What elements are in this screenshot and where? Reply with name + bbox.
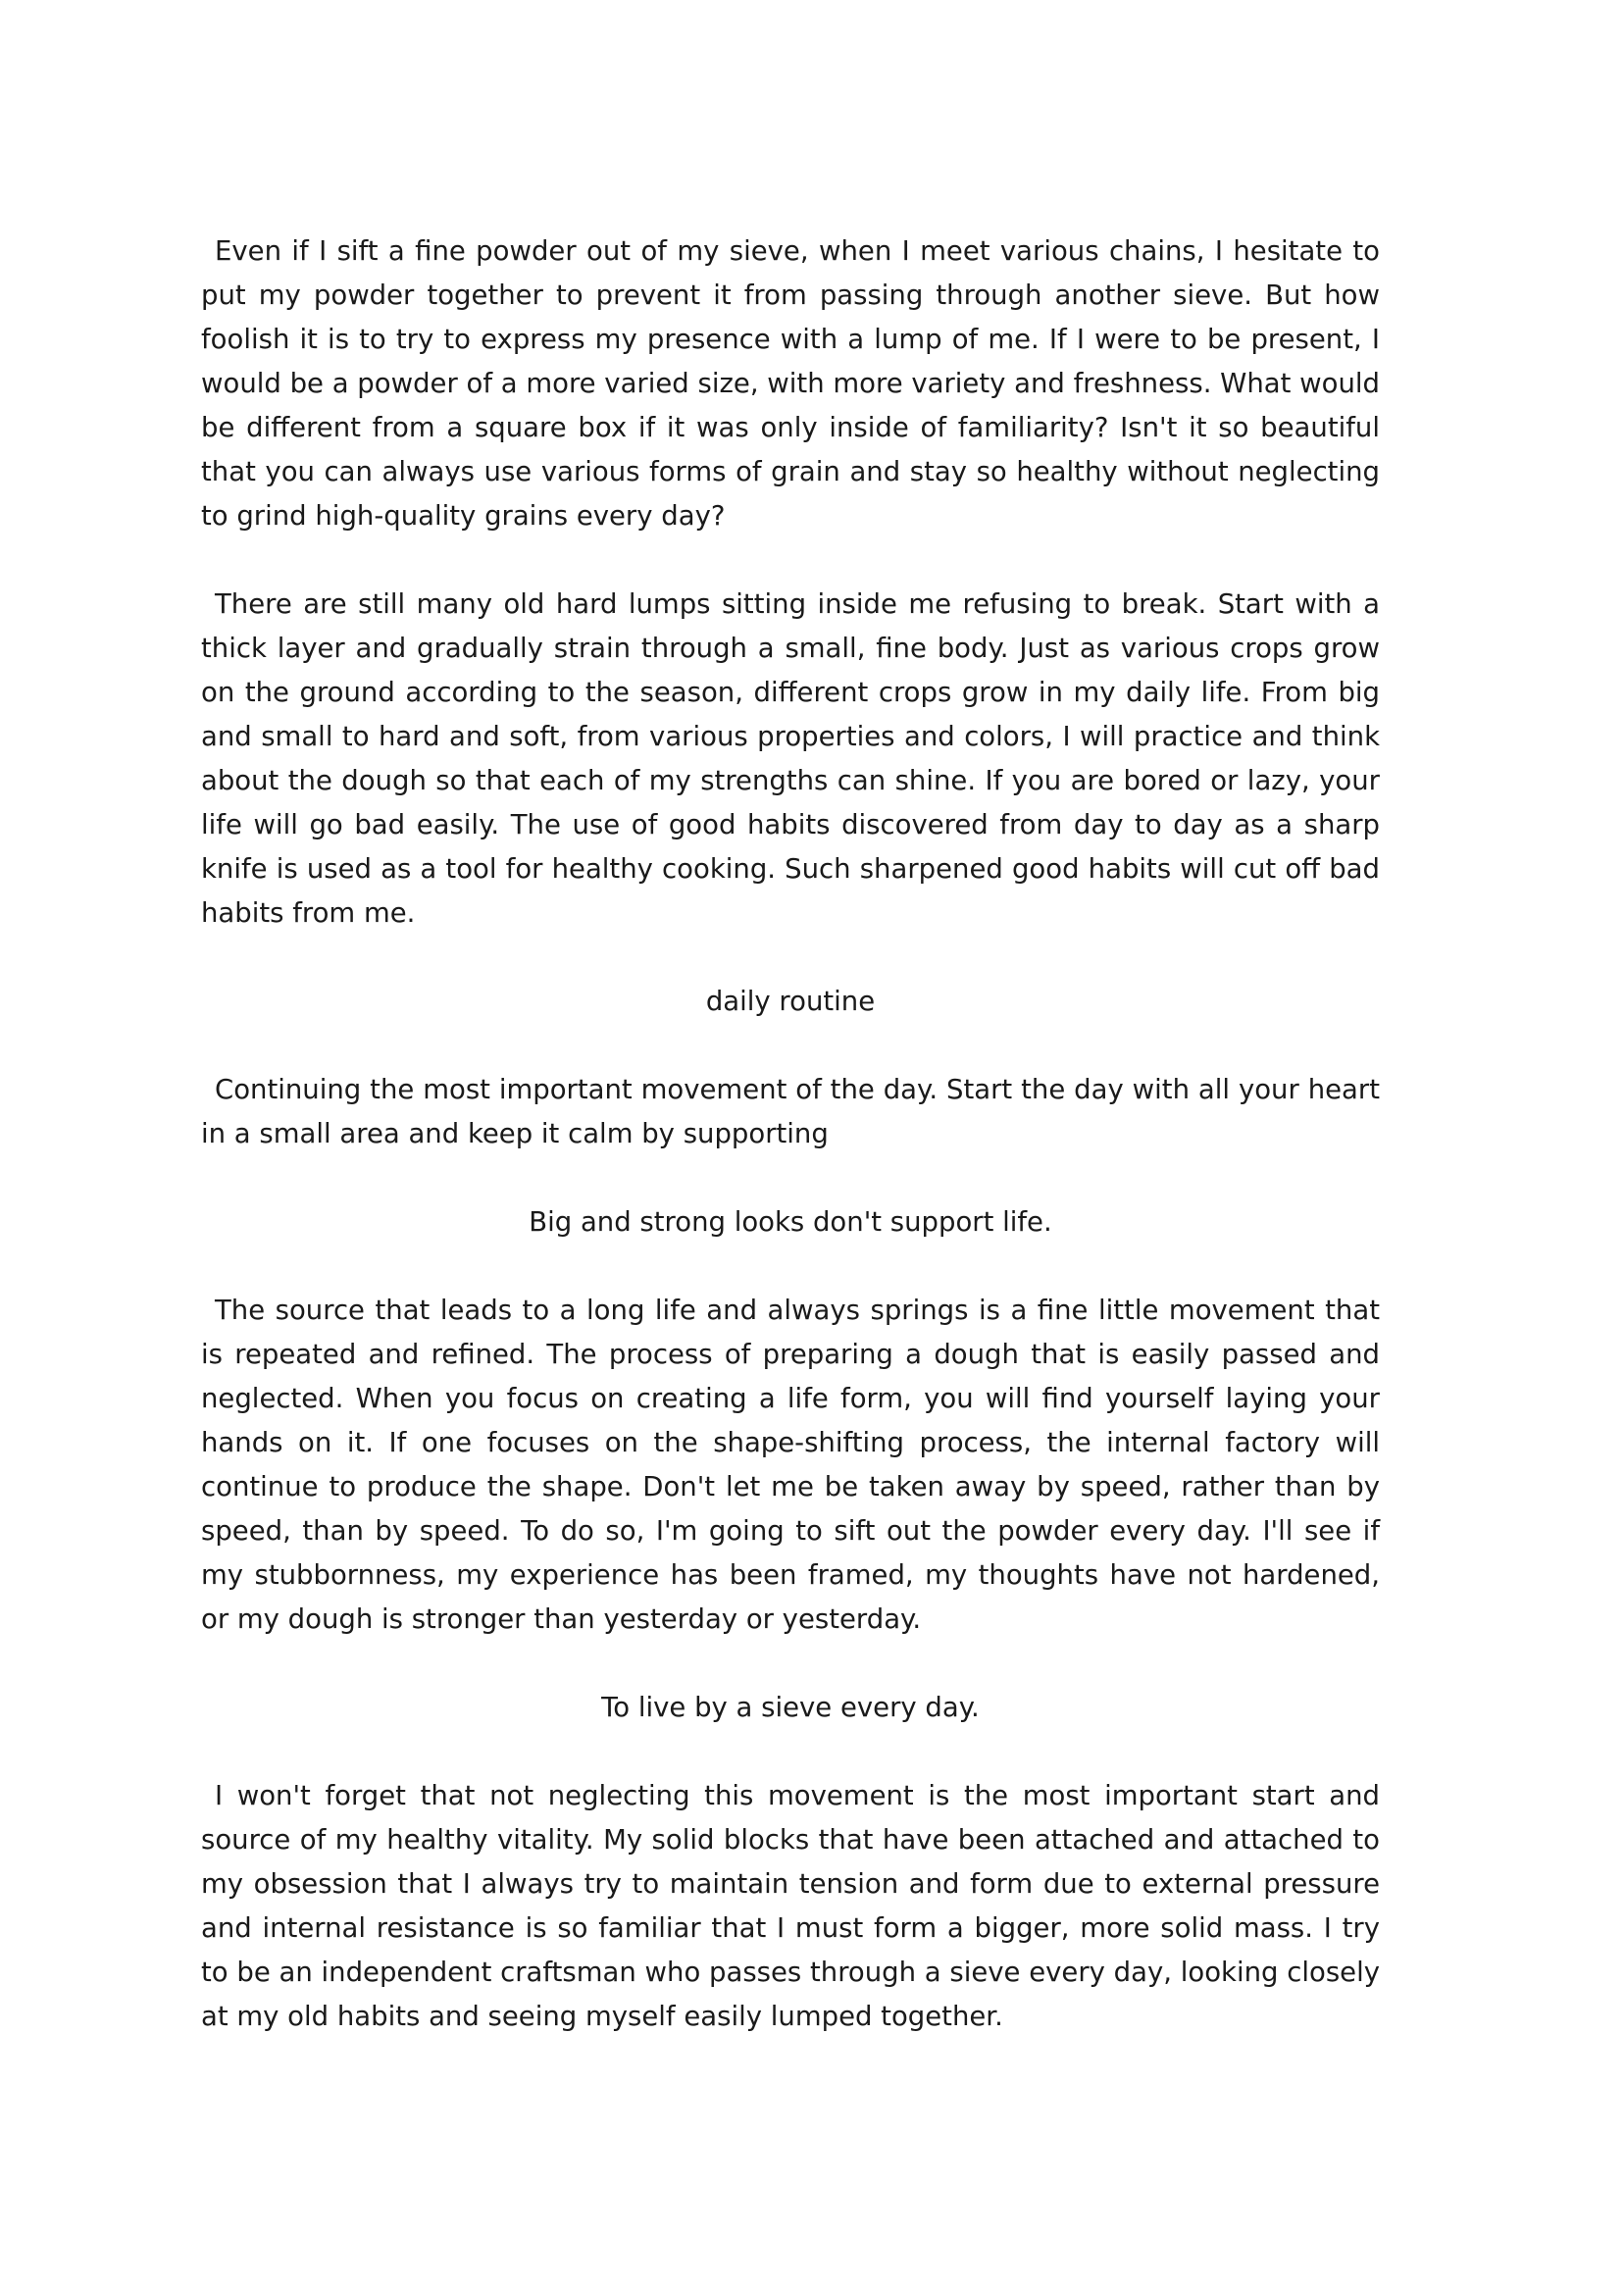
centered-line-live-by-sieve: To live by a sieve every day. <box>601 1692 980 1723</box>
paragraph-3: Continuing the most important movement of the day. Start the day with all your heart in a small area and keep it calm by supporting <box>201 1074 1380 1149</box>
centered-line-big-and-strong: Big and strong looks don't support life. <box>529 1206 1052 1238</box>
paragraph-4: The source that leads to a long life and always springs is a fine little movement that is repeated and refined. The process of preparing a dough that is easily passed and neglected. When you focus on creating a life form, you will find yourself laying your hands on it. If one focuses on the shape-shifting process, the internal factory will continue to produce the shape. Don't let me be taken away by speed, rather than by speed, than by speed. To do so, I'm going to sift out the powder every day. I'll see if my stubbornness, my experience has been framed, my thoughts have not hardened, or my dough is stronger than yesterday or yesterday. <box>201 1295 1380 1635</box>
paragraph-2: There are still many old hard lumps sitting inside me refusing to break. Start with a thick layer and gradually strain through a small, fine body. Just as various crops grow on the ground according to the season, different crops grow in my daily life. From big and small to hard and soft, from various properties and colors, I will practice and think about the dough so that each of my strengths can shine. If you are bored or lazy, your life will go bad easily. The use of good habits discovered from day to day as a sharp knife is used as a tool for healthy cooking. Such sharpened good habits will cut off bad habits from me. <box>201 588 1380 929</box>
section-heading-daily-routine: daily routine <box>705 986 876 1017</box>
paragraph-5: I won't forget that not neglecting this movement is the most important start and source of my healthy vitality. My solid blocks that have been attached and attached to my obsession that I always try to maintain tension and form due to external pressure and internal resistance is so familiar that I must form a bigger, more solid mass. I try to be an independent craftsman who passes through a sieve every day, looking closely at my old habits and seeing myself easily lumped together. <box>201 1780 1380 2032</box>
paragraph-1: Even if I sift a fine powder out of my sieve, when I meet various chains, I hesitate to put my powder together to prevent it from passing through another sieve. But how foolish it is to try to express my presence with a lump of me. If I were to be present, I would be a powder of a more varied size, with more variety and freshness. What would be different from a square box if it was only inside of familiarity? Isn't it so beautiful that you can always use various forms of grain and stay so healthy without neglecting to grind high-quality grains every day? <box>201 235 1381 532</box>
document-page <box>201 229 1380 2039</box>
